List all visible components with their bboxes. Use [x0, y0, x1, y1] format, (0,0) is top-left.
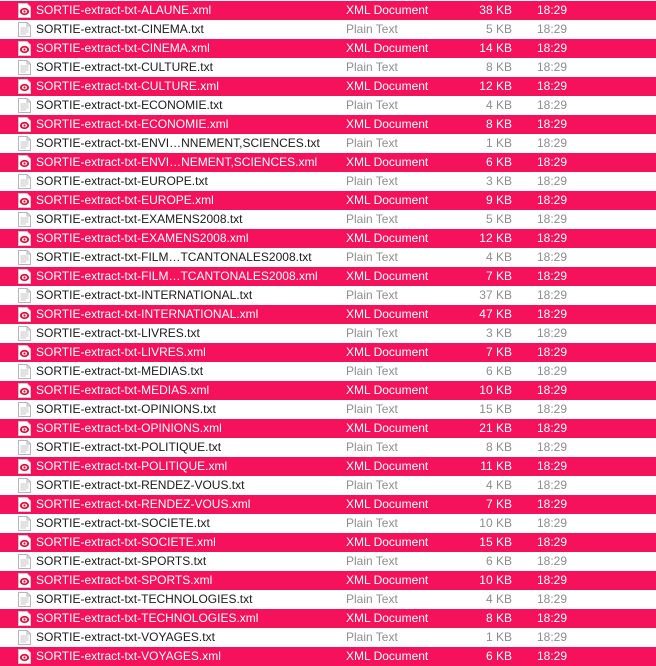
file-date-modified: 18:29	[537, 345, 568, 359]
file-kind: XML Document	[346, 649, 429, 663]
file-kind: XML Document	[346, 231, 429, 245]
file-row-xml[interactable]	[0, 229, 656, 248]
file-size: 10 KB	[479, 383, 512, 397]
text-file-icon	[18, 288, 31, 303]
file-row-xml[interactable]	[0, 77, 656, 96]
xml-file-icon	[18, 3, 31, 18]
file-date-modified: 18:29	[537, 592, 568, 606]
file-size: 10 KB	[479, 516, 512, 530]
file-name: SORTIE-extract-txt-SPORTS.txt	[36, 554, 207, 568]
file-size: 38 KB	[479, 3, 512, 17]
text-file-icon	[18, 402, 31, 417]
xml-file-icon	[18, 269, 31, 284]
file-name: SORTIE-extract-txt-ALAUNE.xml	[36, 3, 212, 17]
file-kind: XML Document	[346, 421, 429, 435]
file-kind: Plain Text	[346, 250, 398, 264]
file-size: 10 KB	[479, 573, 512, 587]
file-kind: Plain Text	[346, 288, 398, 302]
file-date-modified: 18:29	[537, 136, 568, 150]
xml-file-icon	[18, 79, 31, 94]
file-date-modified: 18:29	[537, 573, 568, 587]
file-kind: Plain Text	[346, 326, 398, 340]
file-name: SORTIE-extract-txt-SPORTS.xml	[36, 573, 213, 587]
text-file-icon	[18, 440, 31, 455]
file-date-modified: 18:29	[537, 535, 568, 549]
file-kind: Plain Text	[346, 174, 398, 188]
file-date-modified: 18:29	[537, 250, 568, 264]
file-date-modified: 18:29	[537, 383, 568, 397]
file-name: SORTIE-extract-txt-VOYAGES.txt	[36, 630, 215, 644]
xml-file-icon	[18, 611, 31, 626]
file-date-modified: 18:29	[537, 288, 568, 302]
file-kind: XML Document	[346, 269, 429, 283]
file-name: SORTIE-extract-txt-CULTURE.xml	[36, 79, 219, 93]
file-size: 6 KB	[485, 649, 512, 663]
file-kind: XML Document	[346, 3, 429, 17]
file-row-txt[interactable]	[0, 210, 656, 229]
file-kind: Plain Text	[346, 364, 398, 378]
file-size: 6 KB	[485, 554, 512, 568]
xml-file-icon	[18, 41, 31, 56]
file-row-txt[interactable]	[0, 324, 656, 343]
file-size: 47 KB	[479, 307, 512, 321]
file-name: SORTIE-extract-txt-EUROPE.txt	[36, 174, 208, 188]
text-file-icon	[18, 326, 31, 341]
file-row-xml[interactable]	[0, 1, 656, 20]
file-date-modified: 18:29	[537, 307, 568, 321]
file-row-txt[interactable]	[0, 58, 656, 77]
text-file-icon	[18, 60, 31, 75]
file-name: SORTIE-extract-txt-RENDEZ-VOUS.xml	[36, 497, 251, 511]
file-size: 8 KB	[485, 60, 512, 74]
file-name: SORTIE-extract-txt-CULTURE.txt	[36, 60, 213, 74]
file-name: SORTIE-extract-txt-TECHNOLOGIES.xml	[36, 611, 259, 625]
file-size: 7 KB	[485, 497, 512, 511]
file-date-modified: 18:29	[537, 269, 568, 283]
file-date-modified: 18:29	[537, 3, 568, 17]
file-name: SORTIE-extract-txt-INTERNATIONAL.txt	[36, 288, 253, 302]
text-file-icon	[18, 592, 31, 607]
xml-file-icon	[18, 193, 31, 208]
file-name: SORTIE-extract-txt-MEDIAS.txt	[36, 364, 204, 378]
file-date-modified: 18:29	[537, 478, 568, 492]
file-row-txt[interactable]	[0, 134, 656, 153]
file-name: SORTIE-extract-txt-SOCIETE.xml	[36, 535, 216, 549]
file-date-modified: 18:29	[537, 79, 568, 93]
file-name: SORTIE-extract-txt-INTERNATIONAL.xml	[36, 307, 259, 321]
file-row-txt[interactable]	[0, 590, 656, 609]
file-row-xml[interactable]	[0, 153, 656, 172]
file-size: 8 KB	[485, 117, 512, 131]
file-row-xml[interactable]	[0, 191, 656, 210]
file-row-xml[interactable]	[0, 381, 656, 400]
file-kind: XML Document	[346, 79, 429, 93]
file-size: 37 KB	[479, 288, 512, 302]
file-kind: XML Document	[346, 345, 429, 359]
file-kind: XML Document	[346, 459, 429, 473]
file-kind: Plain Text	[346, 136, 398, 150]
file-size: 15 KB	[479, 402, 512, 416]
file-date-modified: 18:29	[537, 611, 568, 625]
file-row-xml[interactable]	[0, 457, 656, 476]
file-size: 4 KB	[485, 478, 512, 492]
xml-file-icon	[18, 117, 31, 132]
file-name: SORTIE-extract-txt-CINEMA.xml	[36, 41, 210, 55]
file-row-xml[interactable]	[0, 533, 656, 552]
file-size: 15 KB	[479, 535, 512, 549]
file-name: SORTIE-extract-txt-RENDEZ-VOUS.txt	[36, 478, 245, 492]
file-kind: Plain Text	[346, 402, 398, 416]
file-kind: XML Document	[346, 155, 429, 169]
file-name: SORTIE-extract-txt-ENVI…NNEMENT,SCIENCES.txt	[36, 136, 320, 150]
xml-file-icon	[18, 345, 31, 360]
file-size: 6 KB	[485, 155, 512, 169]
file-date-modified: 18:29	[537, 440, 568, 454]
file-kind: Plain Text	[346, 22, 398, 36]
file-kind: Plain Text	[346, 516, 398, 530]
xml-file-icon	[18, 421, 31, 436]
file-size: 7 KB	[485, 269, 512, 283]
text-file-icon	[18, 174, 31, 189]
file-date-modified: 18:29	[537, 402, 568, 416]
file-row-txt[interactable]	[0, 552, 656, 571]
file-size: 12 KB	[479, 231, 512, 245]
text-file-icon	[18, 516, 31, 531]
file-size: 8 KB	[485, 440, 512, 454]
file-row-xml[interactable]	[0, 571, 656, 590]
file-kind: XML Document	[346, 611, 429, 625]
file-row-xml[interactable]	[0, 115, 656, 134]
file-row-xml[interactable]	[0, 419, 656, 438]
file-date-modified: 18:29	[537, 193, 568, 207]
file-row-txt[interactable]	[0, 248, 656, 267]
file-size: 14 KB	[479, 41, 512, 55]
file-name: SORTIE-extract-txt-CINEMA.txt	[36, 22, 204, 36]
text-file-icon	[18, 136, 31, 151]
file-kind: XML Document	[346, 535, 429, 549]
file-row-xml[interactable]	[0, 267, 656, 286]
file-size: 21 KB	[479, 421, 512, 435]
file-kind: Plain Text	[346, 440, 398, 454]
file-kind: XML Document	[346, 497, 429, 511]
file-name: SORTIE-extract-txt-MEDIAS.xml	[36, 383, 210, 397]
text-file-icon	[18, 212, 31, 227]
file-name: SORTIE-extract-txt-POLITIQUE.txt	[36, 440, 222, 454]
xml-file-icon	[18, 155, 31, 170]
file-size: 8 KB	[485, 611, 512, 625]
file-size: 12 KB	[479, 79, 512, 93]
file-size: 6 KB	[485, 364, 512, 378]
file-kind: Plain Text	[346, 630, 398, 644]
file-size: 7 KB	[485, 345, 512, 359]
file-row-txt[interactable]	[0, 172, 656, 191]
file-name: SORTIE-extract-txt-POLITIQUE.xml	[36, 459, 228, 473]
xml-file-icon	[18, 573, 31, 588]
file-row-txt[interactable]	[0, 400, 656, 419]
file-kind: Plain Text	[346, 478, 398, 492]
file-row-txt[interactable]	[0, 286, 656, 305]
file-size: 3 KB	[485, 174, 512, 188]
file-row-xml[interactable]	[0, 39, 656, 58]
text-file-icon	[18, 250, 31, 265]
file-kind: XML Document	[346, 307, 429, 321]
file-row-txt[interactable]	[0, 438, 656, 457]
file-size: 11 KB	[480, 459, 512, 473]
xml-file-icon	[18, 497, 31, 512]
file-row-xml[interactable]	[0, 495, 656, 514]
text-file-icon	[18, 98, 31, 113]
text-file-icon	[18, 630, 31, 645]
file-size: 4 KB	[485, 98, 512, 112]
file-size: 5 KB	[485, 22, 512, 36]
file-name: SORTIE-extract-txt-SOCIETE.txt	[36, 516, 210, 530]
file-name: SORTIE-extract-txt-TECHNOLOGIES.txt	[36, 592, 253, 606]
file-date-modified: 18:29	[537, 630, 568, 644]
xml-file-icon	[18, 383, 31, 398]
file-row-txt[interactable]	[0, 96, 656, 115]
file-row-txt[interactable]	[0, 514, 656, 533]
file-row-txt[interactable]	[0, 628, 656, 647]
file-row-txt[interactable]	[0, 476, 656, 495]
xml-file-icon	[18, 649, 31, 664]
file-row-xml[interactable]	[0, 305, 656, 324]
file-row-txt[interactable]	[0, 20, 656, 39]
file-size: 4 KB	[485, 592, 512, 606]
file-date-modified: 18:29	[537, 554, 568, 568]
file-date-modified: 18:29	[537, 326, 568, 340]
file-name: SORTIE-extract-txt-EXAMENS2008.txt	[36, 212, 243, 226]
file-name: SORTIE-extract-txt-VOYAGES.xml	[36, 649, 221, 663]
file-date-modified: 18:29	[537, 212, 568, 226]
file-row-xml[interactable]	[0, 647, 656, 666]
file-date-modified: 18:29	[537, 364, 568, 378]
file-name: SORTIE-extract-txt-ECONOMIE.xml	[36, 117, 229, 131]
file-size: 1 KB	[485, 136, 512, 150]
file-name: SORTIE-extract-txt-OPINIONS.txt	[36, 402, 216, 416]
file-date-modified: 18:29	[537, 117, 568, 131]
file-row-xml[interactable]	[0, 343, 656, 362]
text-file-icon	[18, 22, 31, 37]
file-kind: XML Document	[346, 41, 429, 55]
xml-file-icon	[18, 231, 31, 246]
file-size: 3 KB	[485, 326, 512, 340]
file-name: SORTIE-extract-txt-FILM…TCANTONALES2008.txt	[36, 250, 312, 264]
file-name: SORTIE-extract-txt-EUROPE.xml	[36, 193, 214, 207]
file-name: SORTIE-extract-txt-FILM…TCANTONALES2008.xml	[36, 269, 318, 283]
file-kind: Plain Text	[346, 98, 398, 112]
file-kind: XML Document	[346, 117, 429, 131]
file-date-modified: 18:29	[537, 459, 568, 473]
xml-file-icon	[18, 459, 31, 474]
file-size: 9 KB	[485, 193, 512, 207]
file-name: SORTIE-extract-txt-LIVRES.xml	[36, 345, 206, 359]
text-file-icon	[18, 478, 31, 493]
file-date-modified: 18:29	[537, 155, 568, 169]
file-kind: Plain Text	[346, 554, 398, 568]
file-size: 1 KB	[485, 630, 512, 644]
file-name: SORTIE-extract-txt-LIVRES.txt	[36, 326, 200, 340]
file-size: 5 KB	[485, 212, 512, 226]
file-kind: Plain Text	[346, 212, 398, 226]
xml-file-icon	[18, 307, 31, 322]
file-name: SORTIE-extract-txt-OPINIONS.xml	[36, 421, 222, 435]
file-date-modified: 18:29	[537, 516, 568, 530]
file-name: SORTIE-extract-txt-ENVI…NEMENT,SCIENCES.xml	[36, 155, 318, 169]
file-size: 4 KB	[485, 250, 512, 264]
text-file-icon	[18, 364, 31, 379]
text-file-icon	[18, 554, 31, 569]
file-row-xml[interactable]	[0, 609, 656, 628]
file-date-modified: 18:29	[537, 22, 568, 36]
file-date-modified: 18:29	[537, 497, 568, 511]
file-date-modified: 18:29	[537, 41, 568, 55]
file-date-modified: 18:29	[537, 649, 568, 663]
file-kind: Plain Text	[346, 592, 398, 606]
file-kind: XML Document	[346, 573, 429, 587]
file-name: SORTIE-extract-txt-ECONOMIE.txt	[36, 98, 223, 112]
file-kind: XML Document	[346, 383, 429, 397]
file-date-modified: 18:29	[537, 60, 568, 74]
file-date-modified: 18:29	[537, 98, 568, 112]
xml-file-icon	[18, 535, 31, 550]
file-date-modified: 18:29	[537, 231, 568, 245]
file-kind: XML Document	[346, 193, 429, 207]
file-kind: Plain Text	[346, 60, 398, 74]
file-name: SORTIE-extract-txt-EXAMENS2008.xml	[36, 231, 249, 245]
file-date-modified: 18:29	[537, 421, 568, 435]
file-row-txt[interactable]	[0, 362, 656, 381]
file-date-modified: 18:29	[537, 174, 568, 188]
